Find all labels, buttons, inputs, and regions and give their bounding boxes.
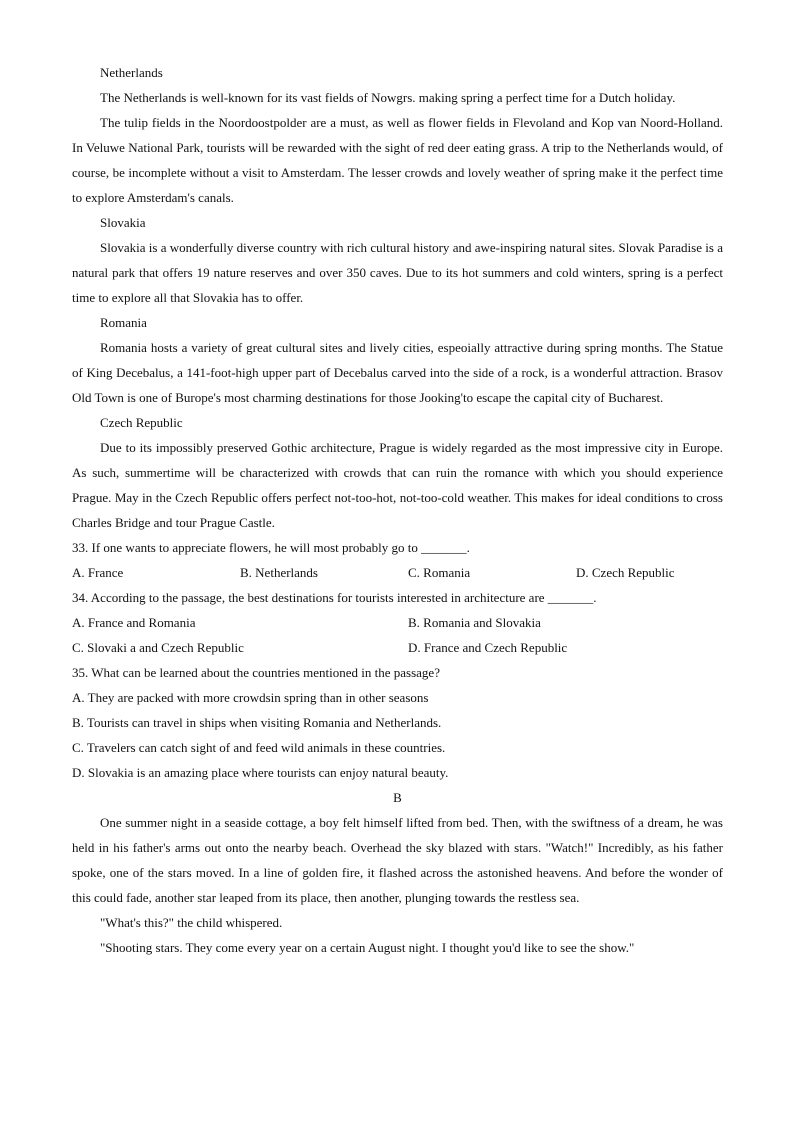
section-title-netherlands: Netherlands (100, 65, 163, 80)
question-34-option-b: B. Romania and Slovakia (408, 615, 541, 630)
czech-paragraph: Due to its impossibly preserved Gothic architecture, Prague is widely regarded as the most impressive city in Europe. As such, summertime will be characterized with crowds that can ruin the romance with which you should experience Prague. May in the Czech Republic offers perfect not-too-hot, not-too-cold weather. This makes for ideal conditions to cross Charles Bridge and tour Prague Castle. (72, 440, 723, 530)
question-35-option-a: A. They are packed with more crowdsin spring than in other seasons (72, 690, 429, 705)
passage-b-label: B (393, 790, 402, 805)
section-title-slovakia: Slovakia (100, 215, 146, 230)
question-35-option-d: D. Slovakia is an amazing place where tourists can enjoy natural beauty. (72, 765, 449, 780)
question-33-option-a: A. France (72, 565, 124, 580)
document-page (72, 60, 723, 960)
netherlands-paragraph-2: The tulip fields in the Noordoostpolder are a must, as well as flower fields in Flevoland and Kop van Noord-Holland. In Veluwe National Park, tourists will be rewarded with the sight of red deer eating grass. A trip to the Netherlands would, of course, be incomplete without a visit to Amsterdam. The lesser crowds and lovely weather of spring make it the perfect time to explore Amsterdam's canals. (72, 115, 723, 205)
question-34-stem: 34. According to the passage, the best destinations for tourists interested in architecture are _______. (72, 590, 597, 605)
romania-paragraph: Romania hosts a variety of great cultural sites and lively cities, espeoially attractive during spring months. The Statue of King Decebalus, a 141-foot-high upper part of Decebalus carved into the side of a rock, is a wonderful attraction. Brasov Old Town is one of Burope's most charming destinations for those Jooking'to escape the capital city of Bucharest. (72, 340, 723, 405)
section-title-romania: Romania (100, 315, 147, 330)
passage-b-paragraph-1: One summer night in a seaside cottage, a boy felt himself lifted from bed. Then, with the swiftness of a dream, he was held in his father's arms out onto the nearby beach. Overhead the sky blazed with stars. "Watch!" Incredibly, as his father spoke, one of the stars moved. In a line of golden fire, it flashed across the astonished heavens. And before the wonder of this could fade, another star leaped from its place, then another, plunging towards the restless sea. (72, 815, 723, 905)
question-35-stem: 35. What can be learned about the countries mentioned in the passage? (72, 665, 440, 680)
question-34-option-d: D. France and Czech Republic (408, 640, 568, 655)
question-34-options-row-2 (72, 635, 723, 660)
passage-b-paragraph-2: "What's this?" the child whispered. (100, 915, 283, 930)
slovakia-paragraph: Slovakia is a wonderfully diverse country with rich cultural history and awe-inspiring natural sites. Slovak Paradise is a natural park that offers 19 nature reserves and over 350 caves. Due to its hot summers and cold winters, spring is a perfect time to explore all that Slovakia has to offer. (72, 240, 723, 305)
question-33-option-b: B. Netherlands (240, 565, 318, 580)
question-33-option-d: D. Czech Republic (576, 565, 675, 580)
passage-b-paragraph-3: "Shooting stars. They come every year on a certain August night. I thought you'd like to see the show." (100, 940, 635, 955)
question-33-options (72, 560, 723, 585)
netherlands-paragraph-1: The Netherlands is well-known for its vast fields of Nowgrs. making spring a perfect time for a Dutch holiday. (100, 90, 676, 105)
question-34-options-row-1 (72, 610, 723, 635)
question-33-stem: 33. If one wants to appreciate flowers, he will most probably go to _______. (72, 540, 470, 555)
question-34-option-c: C. Slovaki a and Czech Republic (72, 640, 244, 655)
section-title-czech: Czech Republic (100, 415, 183, 430)
question-34-option-a: A. France and Romania (72, 615, 196, 630)
question-35-option-b: B. Tourists can travel in ships when visiting Romania and Netherlands. (72, 715, 442, 730)
question-33-option-c: C. Romania (408, 565, 471, 580)
question-35-option-c: C. Travelers can catch sight of and feed wild animals in these countries. (72, 740, 446, 755)
